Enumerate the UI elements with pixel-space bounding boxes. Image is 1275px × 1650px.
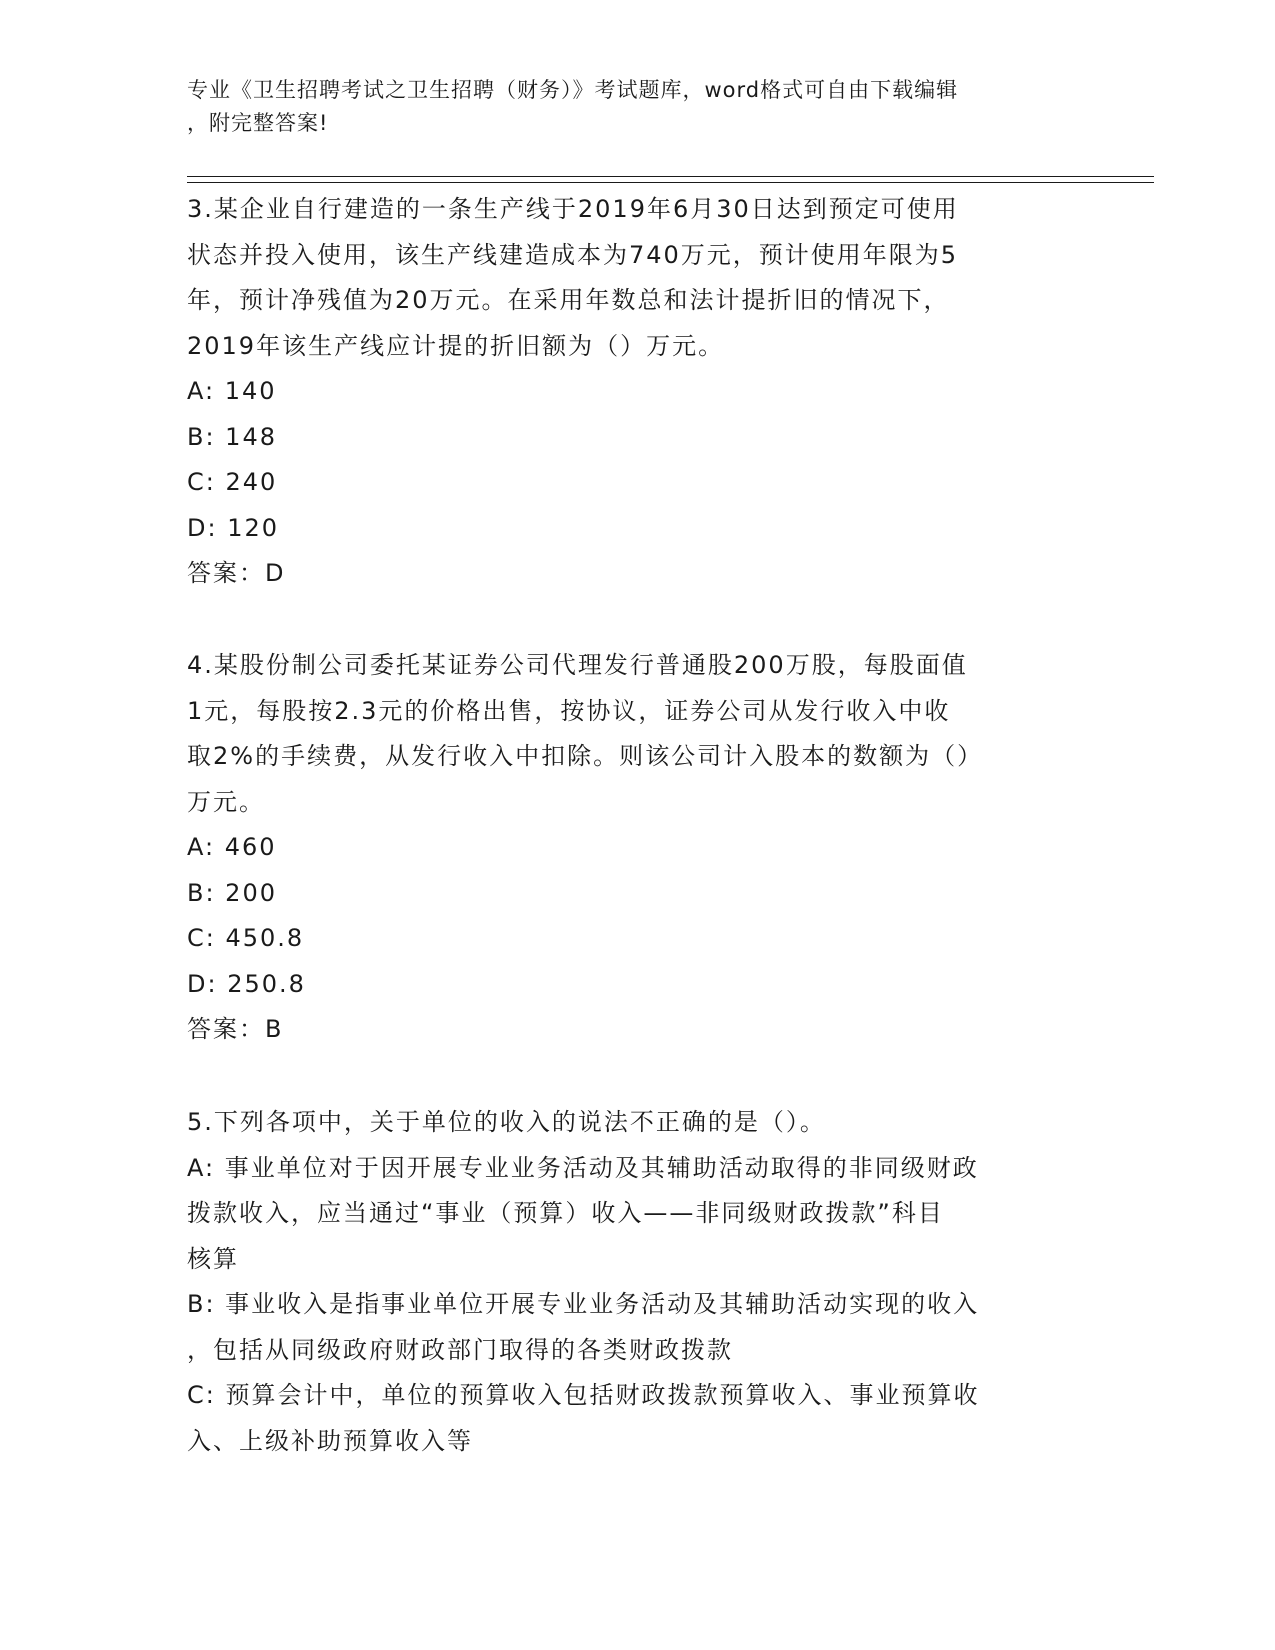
question-text: 状态并投入使用，该生产线建造成本为740万元，预计使用年限为5: [187, 240, 959, 269]
answer: 答案：D: [187, 559, 286, 587]
question-4: [187, 643, 1067, 1053]
question-text: 年，预计净残值为20万元。在采用年数总和法计提折旧的情况下，: [187, 286, 950, 314]
option-a-text: 拨款收入，应当通过“事业（预算）收入——非同级财政拨款”科目: [187, 1199, 944, 1227]
question-text: 2019年该生产线应计提的折旧额为（）万元。: [187, 331, 725, 360]
question-5: [187, 1100, 1067, 1464]
question-text: 万元。: [187, 787, 265, 816]
option-b-text: ，包括从同级政府财政部门取得的各类财政拨款: [187, 1335, 733, 1364]
option-c: C: 450.8: [187, 924, 305, 952]
option-c: C: 240: [187, 468, 278, 496]
page-header: [187, 74, 1067, 140]
question-text: 取2%的手续费，从发行收入中扣除。则该公司计入股本的数额为（）: [187, 742, 984, 770]
option-a-text: 核算: [187, 1244, 239, 1273]
option-c-text: C: 预算会计中，单位的预算收入包括财政拨款预算收入、事业预算收: [187, 1381, 980, 1409]
question-text: 4.某股份制公司委托某证券公司代理发行普通股200万股，每股面值: [187, 651, 968, 679]
option-d: D: 120: [187, 513, 280, 542]
option-b-text: B: 事业收入是指事业单位开展专业业务活动及其辅助活动实现的收入: [187, 1290, 980, 1318]
answer: 答案：B: [187, 1015, 284, 1043]
header-line: ，附完整答案!: [187, 111, 329, 135]
option-a: A: 460: [187, 833, 277, 861]
option-b: B: 148: [187, 422, 277, 451]
option-a: A: 140: [187, 377, 277, 405]
question-text: 3.某企业自行建造的一条生产线于2019年6月30日达到预定可使用: [187, 195, 959, 223]
question-text: 1元，每股按2.3元的价格出售，按协议，证券公司从发行收入中收: [187, 696, 951, 725]
option-a-text: A: 事业单位对于因开展专业业务活动及其辅助活动取得的非同级财政: [187, 1153, 979, 1182]
question-3: [187, 187, 1067, 597]
header-divider: [187, 182, 1154, 183]
option-d: D: 250.8: [187, 969, 306, 998]
header-line: 专业《卫生招聘考试之卫生招聘（财务）》考试题库，word格式可自由下载编辑: [187, 78, 959, 102]
question-text: 5.下列各项中，关于单位的收入的说法不正确的是（）。: [187, 1108, 826, 1136]
header-divider: [187, 176, 1154, 177]
option-b: B: 200: [187, 878, 277, 907]
option-c-text: 入、上级补助预算收入等: [187, 1426, 473, 1455]
